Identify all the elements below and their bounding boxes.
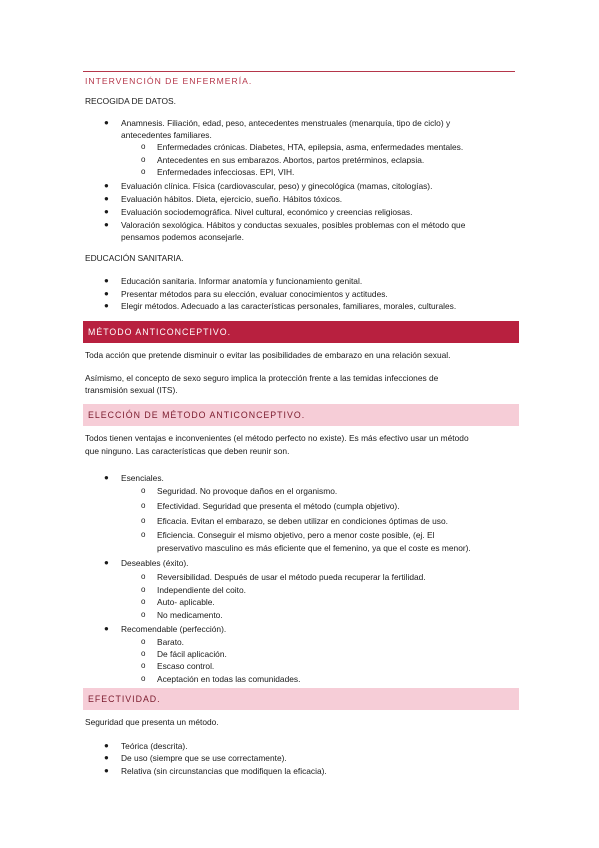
metodo-paragraph-1: Toda acción que pretende disminuir o evitar las posibilidades de embarazo en una relación sexual. <box>85 350 451 360</box>
section-title-metodo: MÉTODO ANTICONCEPTIVO. <box>88 327 232 337</box>
efectividad-paragraph: Seguridad que presenta un método. <box>85 717 219 727</box>
section-bar-efectividad <box>83 688 519 710</box>
circle-bullet-icon: o <box>141 610 146 619</box>
deseable-3: Auto- aplicable. <box>157 597 215 607</box>
bullet-icon: ● <box>104 473 109 482</box>
esencial-3: Eficacia. Evitan el embarazo, se deben utilizar en condiciones óptimas de uso. <box>157 516 448 526</box>
bullet-icon: ● <box>104 766 109 775</box>
bullet-icon: ● <box>104 301 109 310</box>
deseable-1: Reversibilidad. Después de usar el método pueda recuperar la fertilidad. <box>157 572 426 582</box>
circle-bullet-icon: o <box>141 501 146 510</box>
item-evaluacion-socio: Evaluación sociodemográfica. Nivel cultural, económico y creencias religiosas. <box>121 207 413 217</box>
anamnesis-sub-2: Antecedentes en sus embarazos. Abortos, partos pretérminos, eclapsia. <box>157 155 425 165</box>
section-title-intervencion: INTERVENCIÓN DE ENFERMERÍA. <box>85 76 253 86</box>
item-evaluacion-clinica: Evaluación clínica. Física (cardiovascular, peso) y ginecológica (mamas, citologías). <box>121 181 433 191</box>
edu-item-1: Educación sanitaria. Informar anatomía y funcionamiento genital. <box>121 276 363 286</box>
subheading-educacion: EDUCACIÓN SANITARIA. <box>85 253 184 263</box>
recomendable-label: Recomendable (perfección). <box>121 624 227 634</box>
edu-item-2: Presentar métodos para su elección, evaluar conocimientos y actitudes. <box>121 289 388 299</box>
efectividad-item-2: De uso (siempre que se use correctamente). <box>121 753 287 763</box>
recomendable-4: Aceptación en todas las comunidades. <box>157 674 301 684</box>
bullet-icon: ● <box>104 753 109 762</box>
top-rule <box>83 71 515 72</box>
circle-bullet-icon: o <box>141 572 146 581</box>
circle-bullet-icon: o <box>141 486 146 495</box>
section-title-efectividad: EFECTIVIDAD. <box>88 694 161 704</box>
circle-bullet-icon: o <box>141 649 146 658</box>
efectividad-item-3: Relativa (sin circunstancias que modifiquen la eficacia). <box>121 766 327 776</box>
esencial-4-cont: preservativo masculino es más eficiente que el femenino, ya que el coste es menor). <box>157 543 471 553</box>
valoracion-line1: Valoración sexológica. Hábitos y conductas sexuales, posibles problemas con el método que <box>121 220 466 230</box>
circle-bullet-icon: o <box>141 597 146 606</box>
esenciales-label: Esenciales. <box>121 473 164 483</box>
deseable-4: No medicamento. <box>157 610 223 620</box>
bullet-icon: ● <box>104 741 109 750</box>
circle-bullet-icon: o <box>141 155 146 164</box>
circle-bullet-icon: o <box>141 585 146 594</box>
section-bar-eleccion <box>83 404 519 426</box>
eleccion-paragraph-1: Todos tienen ventajas e inconvenientes (el método perfecto no existe). Es más efectivo usar un método <box>85 433 469 443</box>
anamnesis-line1: Anamnesis. Filiación, edad, peso, antecedentes menstruales (menarquía, tipo de ciclo) y <box>121 118 451 128</box>
circle-bullet-icon: o <box>141 530 146 539</box>
recomendable-2: De fácil aplicación. <box>157 649 227 659</box>
section-title-eleccion: ELECCIÓN DE MÉTODO ANTICONCEPTIVO. <box>88 410 306 420</box>
bullet-icon: ● <box>104 220 109 229</box>
item-evaluacion-habitos: Evaluación hábitos. Dieta, ejercicio, sueño. Hábitos tóxicos. <box>121 194 343 204</box>
subheading-recogida: RECOGIDA DE DATOS. <box>85 96 176 106</box>
anamnesis-sub-3: Enfermedades infecciosas. EPI, VIH. <box>157 167 295 177</box>
eleccion-paragraph-2: que ninguno. Las características que deben reunir son. <box>85 446 290 456</box>
bullet-icon: ● <box>104 276 109 285</box>
circle-bullet-icon: o <box>141 674 146 683</box>
recomendable-1: Barato. <box>157 637 185 647</box>
esencial-4: Eficiencia. Conseguir el mismo objetivo, pero a menor coste posible, (ej. El <box>157 530 435 540</box>
circle-bullet-icon: o <box>141 167 146 176</box>
esencial-1: Seguridad. No provoque daños en el organismo. <box>157 486 338 496</box>
bullet-icon: ● <box>104 118 109 127</box>
esencial-2: Efectividad. Seguridad que presenta el método (cumpla objetivo). <box>157 501 400 511</box>
anamnesis-sub-1: Enfermedades crónicas. Diabetes, HTA, epilepsia, asma, enfermedades mentales. <box>157 142 464 152</box>
bullet-icon: ● <box>104 624 109 633</box>
edu-item-3: Elegir métodos. Adecuado a las características personales, familiares, morales, culturales. <box>121 301 457 311</box>
recomendable-3: Escaso control. <box>157 661 215 671</box>
anamnesis-line2: antecedentes familiares. <box>121 130 212 140</box>
metodo-paragraph-2b: transmisión sexual (ITS). <box>85 385 178 395</box>
bullet-icon: ● <box>104 207 109 216</box>
circle-bullet-icon: o <box>141 637 146 646</box>
bullet-icon: ● <box>104 289 109 298</box>
circle-bullet-icon: o <box>141 142 146 151</box>
valoracion-line2: pensamos podemos aconsejarle. <box>121 232 244 242</box>
deseables-label: Deseables (éxito). <box>121 558 189 568</box>
efectividad-item-1: Teórica (descrita). <box>121 741 188 751</box>
bullet-icon: ● <box>104 194 109 203</box>
bullet-icon: ● <box>104 181 109 190</box>
circle-bullet-icon: o <box>141 516 146 525</box>
bullet-icon: ● <box>104 558 109 567</box>
metodo-paragraph-2a: Asímismo, el concepto de sexo seguro implica la protección frente a las temidas infecciones de <box>85 373 439 383</box>
section-bar-metodo <box>83 321 519 343</box>
circle-bullet-icon: o <box>141 661 146 670</box>
deseable-2: Independiente del coito. <box>157 585 246 595</box>
